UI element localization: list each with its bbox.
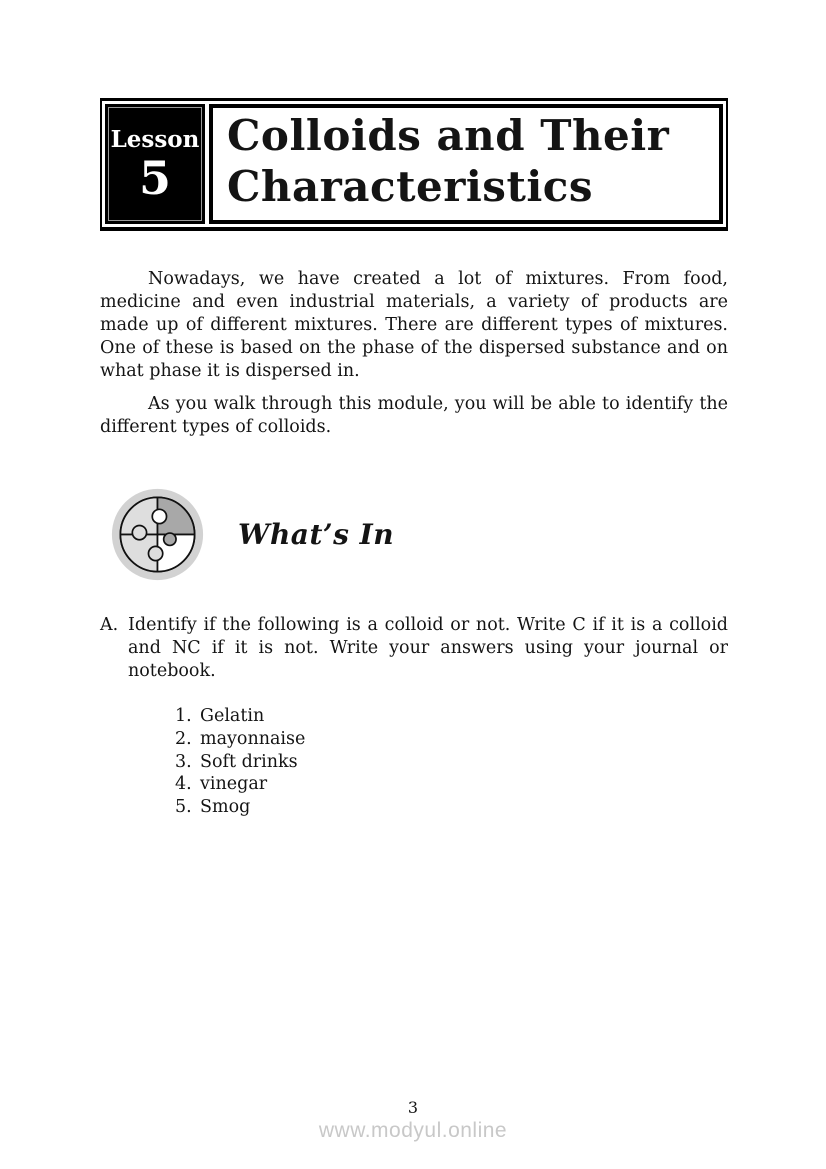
lesson-title-box [209,104,723,224]
list-item-number: 2. [175,728,192,749]
activity-instructions [100,614,728,683]
list-item-text: vinegar [200,774,268,795]
list-item-number: 4. [175,774,192,795]
lesson-title-line2: Characteristics [227,162,594,212]
list-item [175,751,728,774]
lesson-number-box [105,104,205,224]
lesson-title-line1: Colloids and Their [227,111,670,160]
list-item [175,728,728,751]
list-item [175,796,728,819]
activity-instructions-text: Identify if the following is a colloid or not. Write C if it is a colloid and NC if it is not. Write your answers using your journal or notebook. [128,615,728,681]
lesson-label: Lesson [110,126,200,154]
list-item-number: 5. [175,797,192,818]
list-item-text: mayonnaise [200,728,306,749]
list-item-text: Gelatin [200,706,265,726]
list-item-number: 1. [175,706,192,726]
section-heading-row [100,487,728,582]
list-item-number: 3. [175,751,192,772]
activity-item-list [175,705,728,819]
watermark-text: www.modyul.online [318,1119,508,1142]
page-content [100,98,728,819]
list-item-text: Smog [200,797,251,818]
puzzle-pieces-icon [110,487,205,582]
intro-paragraph-1: Nowadays, we have created a lot of mixtures. From food, medicine and even industrial materials, a variety of products are made up of different mixtures. There are different types of mixtures. One of these is based on the phase of the dispersed substance and on what phase it is dispersed in. [100,269,728,381]
list-item-text: Soft drinks [200,751,298,772]
section-heading-whats-in: What’s In [238,518,395,551]
list-item [175,773,728,796]
list-item [175,705,728,728]
lesson-number: 5 [138,150,171,205]
lesson-header-banner [100,98,728,231]
page-number: 3 [407,1098,419,1117]
activity-label: A. [100,615,119,635]
intro-paragraph-2: As you walk through this module, you will be able to identify the different types of colloids. [100,394,728,437]
